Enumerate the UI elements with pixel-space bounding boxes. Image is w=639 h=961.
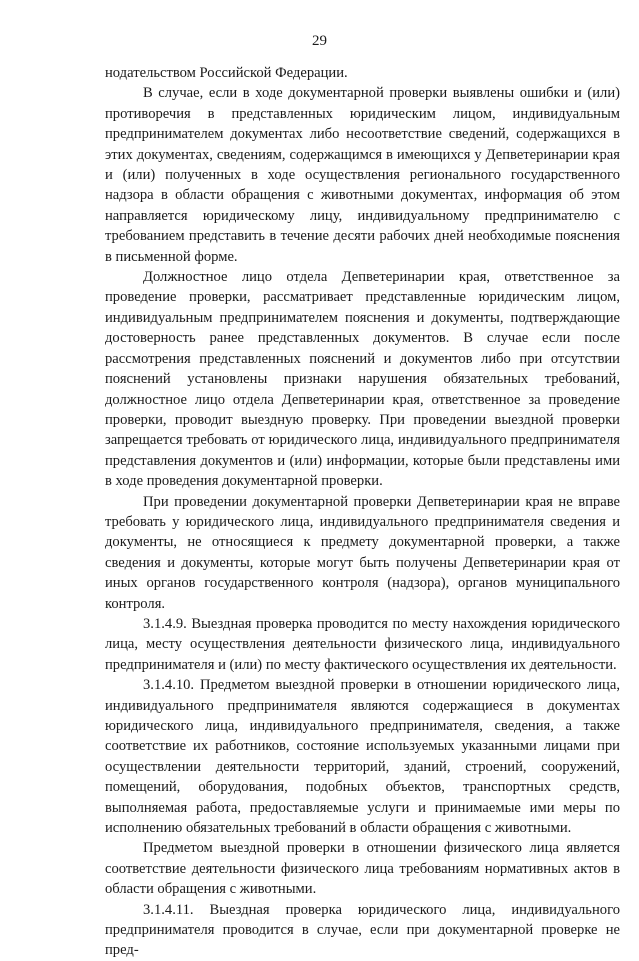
paragraph: При проведении документарной проверки Депветеринарии края не вправе требовать у юридического лица, индивидуального предпринимателя сведения и документы, не относящиеся к предмету документарной проверки, а также сведения и документы, которые могут быть получены Депветеринарии края от иных органов государственного контроля (надзора), органов муниципального контроля.	[105, 493, 620, 612]
paragraph: Предметом выездной проверки в отношении физического лица является соответствие деятельности физического лица требованиям нормативных актов в области обращения с животными.	[105, 840, 620, 898]
paragraph: 3.1.4.9. Выездная проверка проводится по месту нахождения юридического лица, месту осуществления деятельности физического лица, индивидуального предпринимателя и (или) по месту фактического осуществления их деятельности.	[105, 615, 620, 673]
paragraph: 3.1.4.11. Выездная проверка юридического лица, индивидуального предпринимателя проводится в случае, если при документарной проверке не пред-	[105, 901, 620, 959]
page-number: 29	[312, 33, 327, 49]
paragraph: В случае, если в ходе документарной проверки выявлены ошибки и (или) противоречия в представленных юридическим лицом, индивидуальным предпринимателем документах либо несоответствие сведений, содержащихся в этих документах, сведениям, содержащимся в имеющихся у Депветеринарии края и (или) полученных в ходе осуществления регионального государственного надзора в области обращения с животными документах, информация об этом направляется юридическому лицу, индивидуальному предпринимателю с требованием представить в течение десяти рабочих дней необходимые пояснения в письменной форме.	[105, 85, 620, 265]
document-body	[105, 63, 620, 961]
paragraph: Должностное лицо отдела Депветеринарии края, ответственное за проведение проверки, рассматривает представленные юридическим лицом, индивидуальным предпринимателем пояснения и документы, подтверждающие достоверность ранее представленных документов. В случае если после рассмотрения представленных пояснений и документов либо при отсутствии пояснений установлены признаки нарушения обязательных требований, должностное лицо отдела Депветеринарии края, ответственное за проведение проверки, проводит выездную проверку. При проведении выездной проверки запрещается требовать от юридического лица, индивидуального предпринимателя представления документов и (или) информации, которые были представлены ими в ходе проведения документарной проверки.	[105, 269, 620, 490]
paragraph: нодательством Российской Федерации.	[105, 65, 348, 81]
paragraph: 3.1.4.10. Предметом выездной проверки в отношении юридического лица, индивидуального предпринимателя являются содержащиеся в документах юридического лица, индивидуального предпринимателя, сведения, а также соответствие их работников, состояние используемых указанными лицами при осуществлении деятельности территорий, зданий, строений, сооружений, помещений, оборудования, подобных объектов, транспортных средств, выполняемая работа, предоставляемые услуги и принимаемые ими меры по исполнению обязательных требований в области обращения с животными.	[105, 677, 620, 837]
